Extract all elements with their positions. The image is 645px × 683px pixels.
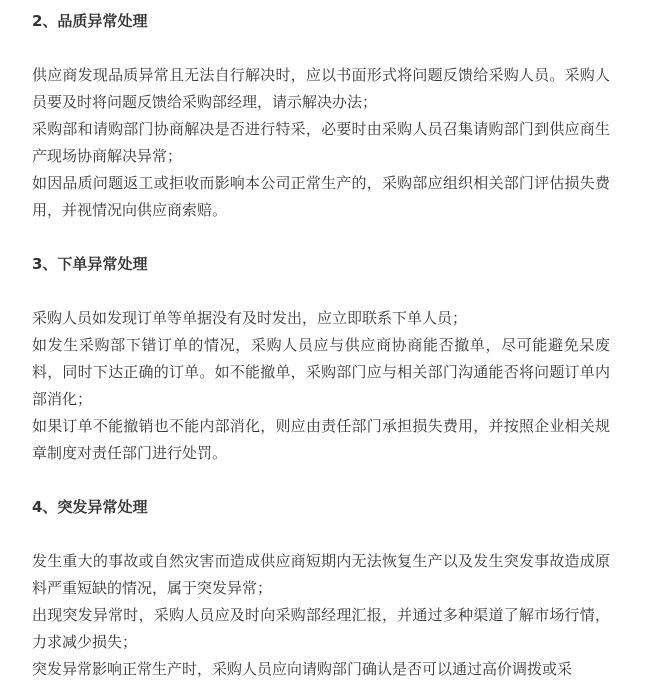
section-heading-order: 3、下单异常处理 [32, 255, 148, 273]
paragraph: 如因品质问题返工或拒收而影响本公司正常生产的，采购部应组织相关部门评估损失费用，并视情况向供应商索赔。 [32, 174, 610, 219]
section-heading-quality: 2、品质异常处理 [32, 12, 148, 30]
paragraph: 采购人员如发现订单等单据没有及时发出，应立即联系下单人员； [32, 309, 468, 327]
section-heading-emergency: 4、突发异常处理 [32, 498, 148, 516]
paragraph: 突发异常影响正常生产时，采购人员应向请购部门确认是否可以通过高价调拨或采 [32, 660, 573, 678]
paragraph: 如发生采购部下错订单的情况，采购人员应与供应商协商能否撤单，尽可能避免呆废料，同时下达正确的订单。如不能撤单，采购部门应与相关部门沟通能否将问题订单内部消化； [32, 336, 610, 408]
paragraph: 采购部和请购部门协商解决是否进行特采，必要时由采购人员召集请购部门到供应商生产现场协商解决异常； [32, 120, 610, 165]
paragraph: 供应商发现品质异常且无法自行解决时，应以书面形式将问题反馈给采购人员。采购人员要及时将问题反馈给采购部经理，请示解决办法； [32, 66, 610, 111]
paragraph: 发生重大的事故或自然灾害而造成供应商短期内无法恢复生产以及发生突发事故造成原料严重短缺的情况，属于突发异常； [32, 552, 610, 597]
paragraph: 如果订单不能撤销也不能内部消化，则应由责任部门承担损失费用，并按照企业相关规章制度对责任部门进行处罚。 [32, 417, 610, 462]
paragraph: 出现突发异常时，采购人员应及时向采购部经理汇报，并通过多种渠道了解市场行情，力求减少损失； [32, 606, 610, 651]
